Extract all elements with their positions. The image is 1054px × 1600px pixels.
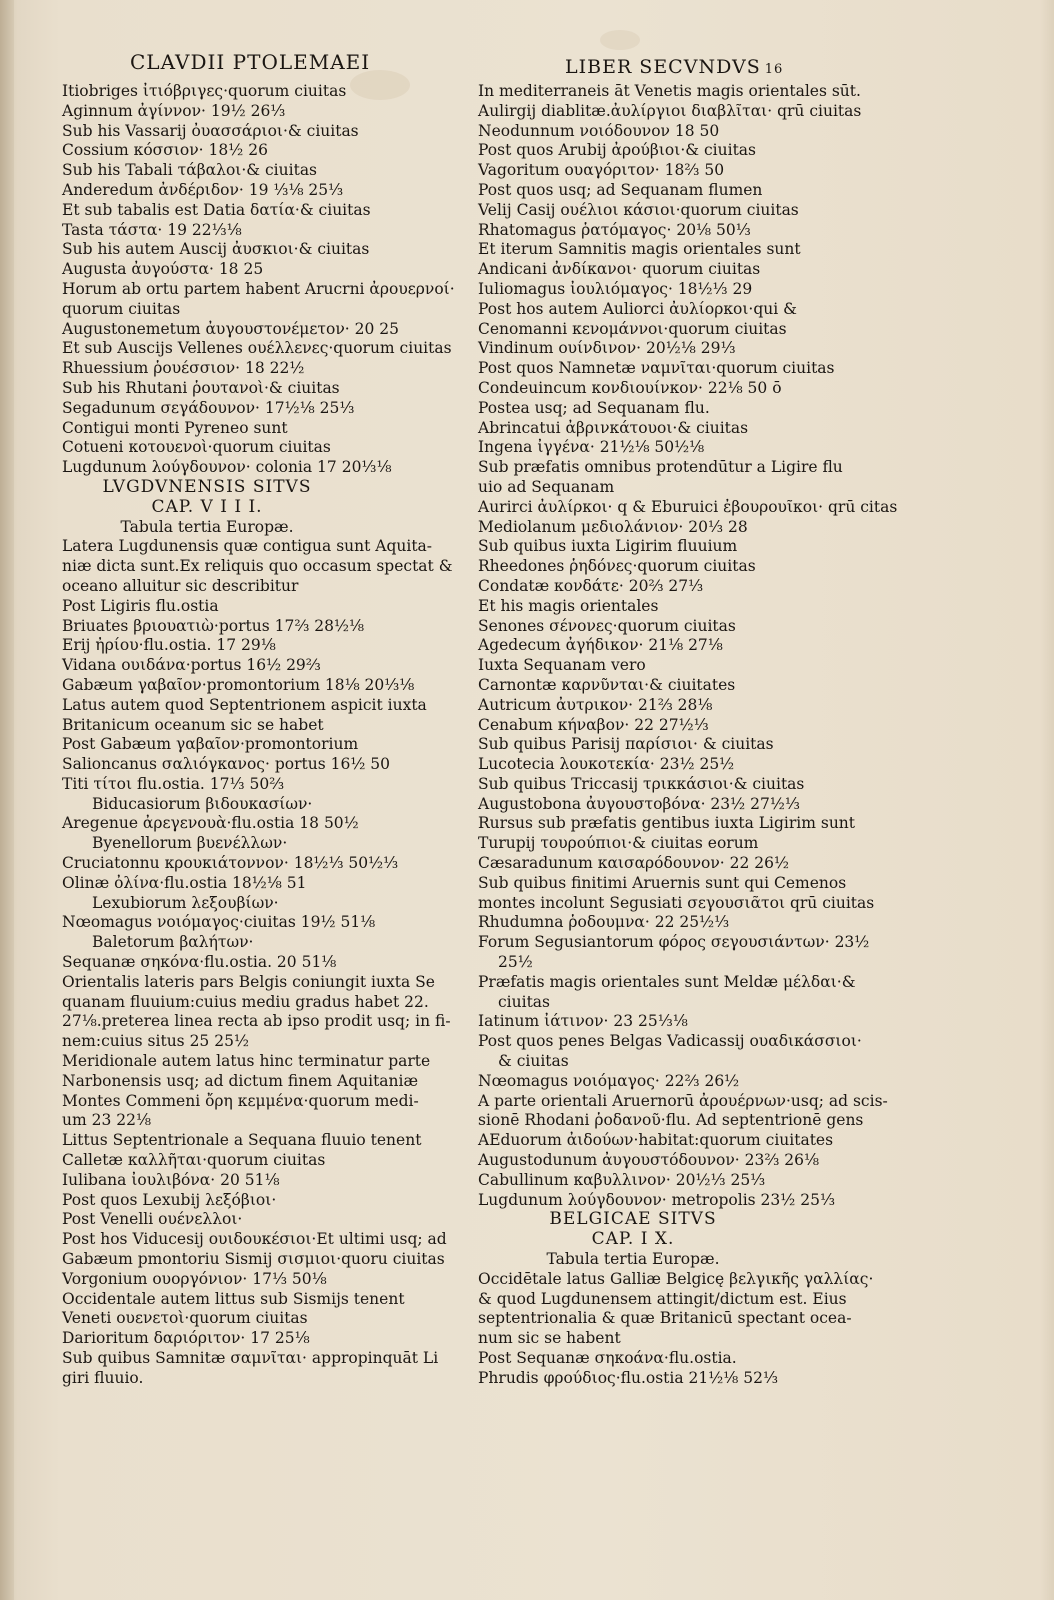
text-line: Cabullinum καβυλλινον· 20½⅓ 25⅓	[478, 1170, 766, 1189]
people-heading: Biducasiorum βιδουκασίων·	[92, 794, 313, 813]
text-line: Forum Segusiantorum φόρος σεγουσιάντων· 23½	[478, 933, 870, 952]
text-line: uio ad Sequanam	[478, 477, 615, 496]
text-line: Sub his autem Auscij ἀυσκιοι·& ciuitas	[62, 240, 370, 259]
text-line: Horum ab ortu partem habent Arucrni ἀρουερνοί·	[62, 279, 455, 298]
text-line: Gabæum γαβαῖον·promontorium 18⅛ 20⅓⅛	[62, 675, 415, 694]
text-line: Littus Septentrionale a Sequana fluuio tenent	[62, 1131, 422, 1150]
text-line: Sub quibus finitimi Aruernis sunt qui Cemenos	[478, 873, 847, 892]
text-line: montes incolunt Segusiati σεγουσιᾶτοι qrū ciuitas	[478, 893, 875, 912]
text-line: Vorgonium ουοργόνιον· 17⅓ 50⅛	[62, 1269, 327, 1288]
text-line: Anderedum ἀνδέριδον· 19 ⅓⅛ 25⅓	[62, 180, 344, 199]
text-line: Post Venelli ουένελλοι·	[62, 1210, 243, 1229]
text-line: ciuitas	[498, 992, 551, 1011]
text-line: sionē Rhodani ῥοδανοῦ·flu. Ad septentrionē gens	[478, 1111, 864, 1130]
text-line: Ingena ἰγγένα· 21½⅛ 50½⅛	[478, 438, 705, 457]
text-line: Nœomagus νοιόμαγος· 22⅔ 26½	[478, 1071, 740, 1090]
text-line: Sub his Vassarij ὀυασσάριοι·& ciuitas	[62, 121, 359, 140]
text-line: Rheedones ῥηδόνες·quorum ciuitas	[478, 557, 756, 576]
text-line: num sic se habent	[478, 1329, 621, 1348]
tabula-caption: Tabula tertia Europæ.	[120, 517, 294, 536]
text-line: Andicani ἀνδίκανοι· quorum ciuitas	[478, 260, 761, 279]
text-line: Post Gabæum γαβαῖον·promontorium	[62, 735, 359, 754]
left-entries-2	[62, 537, 453, 1388]
text-line: Phrudis φρούδιος·flu.ostia 21½⅛ 52⅓	[478, 1368, 778, 1387]
text-line: & ciuitas	[498, 1052, 569, 1071]
text-line: Iatinum ἰάτινον· 23 25⅓⅛	[478, 1012, 688, 1031]
text-line: quanam fluuium:cuius mediu gradus habet 22.	[62, 992, 429, 1011]
text-line: niæ dicta sunt.Ex reliquis quo occasum spectat &	[62, 557, 453, 576]
text-line: Cruciatonnu κρουκιάτοννον· 18½⅓ 50½⅓	[62, 854, 399, 873]
text-line: Et his magis orientales	[478, 596, 659, 615]
text-line: Condatæ κονδάτε· 20⅔ 27⅓	[478, 576, 704, 595]
text-line: Senones σένονες·quorum ciuitas	[478, 616, 736, 635]
page-gutter	[0, 0, 14, 1600]
text-line: Latera Lugdunensis quæ contigua sunt Aquita-	[62, 537, 433, 556]
text-line: Post Sequanæ σηκοάνα·flu.ostia.	[478, 1349, 737, 1367]
tabula-caption: Tabula tertia Europæ.	[546, 1250, 720, 1269]
text-line: Velij Casij ουέλιοι κάσιοι·quorum ciuitas	[478, 200, 799, 219]
text-line: Narbonensis usq; ad dictum finem Aquitaniæ	[62, 1071, 419, 1090]
text-line: Abrincatui ἀβρινκάτουοι·& ciuitas	[478, 418, 749, 437]
text-line: Rhuessium ῥουέσσιον· 18 22½	[62, 359, 305, 378]
people-heading: Baletorum βαλήτων·	[92, 933, 254, 952]
text-line: Briuates βριουατιὼ·portus 17⅔ 28½⅛	[62, 616, 365, 635]
text-line: Darioritum δαριόριτον· 17 25⅛	[62, 1329, 310, 1348]
text-line: oceano alluitur sic describitur	[62, 576, 299, 595]
people-heading: Byenellorum βυενέλλων·	[92, 834, 288, 853]
text-line: Mediolanum μεδιολάνιον· 20⅓ 28	[478, 517, 748, 536]
running-head-right	[565, 56, 783, 78]
text-line: Neodunnum νοιόδουνον 18 50	[478, 121, 720, 140]
text-line: Occidētale latus Galliæ Belgicę βελγικῆς γαλλίας·	[478, 1269, 874, 1288]
text-line: Gabæum pmontoriu Sismij σισμιοι·quoru ciuitas	[62, 1250, 445, 1269]
text-line: Sub quibus Parisij παρίσιοι· & ciuitas	[478, 735, 774, 754]
text-line: Post quos penes Belgas Vadicassij ουαδικάσσιοι·	[478, 1032, 862, 1051]
text-line: Augustonemetum ἀυγουστονέμετον· 20 25	[62, 319, 399, 338]
section-title: BELGICAE SITVS	[549, 1209, 717, 1230]
right-entries-1	[478, 82, 898, 1210]
text-line: quorum ciuitas	[62, 299, 181, 318]
text-line: Erij ἠρίου·flu.ostia. 17 29⅛	[62, 636, 276, 655]
text-line: Iuliomagus ἰουλιόμαγος· 18½⅓ 29	[478, 279, 753, 298]
text-line: Præfatis magis orientales sunt Meldæ μέλδαι·&	[478, 972, 856, 991]
text-line: Lucotecia λουκοτεκία· 23½ 25½	[478, 755, 735, 774]
text-line: Segadunum σεγάδουνον· 17½⅛ 25⅓	[62, 398, 355, 417]
text-line: Augustobona ἀυγουστοβόνα· 23½ 27½⅓	[478, 794, 800, 813]
text-line: Et sub tabalis est Datia δατία·& ciuitas	[62, 200, 371, 219]
text-line: 27⅛.preterea linea recta ab ipso prodit usq; in fi-	[62, 1012, 451, 1031]
text-line: Cotueni κοτουενοὶ·quorum ciuitas	[62, 438, 331, 457]
text-line: Contigui monti Pyreneo sunt	[62, 418, 288, 437]
text-line: Turupij τουρούπιοι·& ciuitas eorum	[478, 834, 759, 853]
running-head-right-text: LIBER SECVNDVS	[565, 56, 761, 78]
text-line: Sub quibus iuxta Ligirim fluuium	[478, 537, 738, 556]
text-line: Nœomagus νοιόμαγος·ciuitas 19½ 51⅛	[62, 913, 376, 932]
paper-stain	[600, 30, 640, 50]
right-entries-2	[478, 1269, 874, 1389]
text-line: 25½	[498, 953, 533, 972]
text-line: Carnontæ καρνῦνται·& ciuitates	[478, 675, 736, 694]
text-line: Vagoritum ουαγόριτον· 18⅔ 50	[478, 161, 725, 180]
text-line: Calletæ καλλῆται·quorum ciuitas	[62, 1151, 326, 1170]
text-line: Post quos Lexubij λεξόβιοι·	[62, 1190, 277, 1209]
people-heading: Lexubiorum λεξουβίων·	[92, 893, 279, 912]
text-line: Occidentale autem littus sub Sismijs tenent	[62, 1289, 405, 1308]
text-line: Et iterum Samnitis magis orientales sunt	[478, 240, 801, 259]
text-line: Postea usq; ad Sequanam flu.	[478, 398, 710, 417]
text-line: Tasta τάστα· 19 22⅓⅛	[62, 220, 242, 239]
text-line: um 23 22⅛	[62, 1111, 152, 1130]
text-line: Iulibana ἰουλιβόνα· 20 51⅛	[62, 1170, 280, 1189]
left-entries-1	[62, 82, 455, 478]
text-line: Lugdunum λούγδουνον· metropolis 23½ 25⅓	[478, 1190, 835, 1209]
left-text-column	[62, 82, 455, 1389]
text-line: Sub quibus Samnitæ σαμνῖται· appropinquāt Li	[62, 1349, 439, 1367]
text-line: Olinæ ὀλίνα·flu.ostia 18½⅛ 51	[62, 873, 307, 892]
text-line: Aregenue ἀρεγενουὰ·flu.ostia 18 50½	[62, 814, 359, 833]
text-line: Et sub Auscijs Vellenes ουέλλενες·quorum ciuitas	[62, 339, 452, 358]
text-line: Vindinum ουίνδινον· 20½⅛ 29⅓	[478, 339, 736, 358]
text-line: Post quos Namnetæ ναμνῖται·quorum ciuitas	[478, 359, 835, 378]
text-line: Post quos Arubij ἀρούβιοι·& ciuitas	[478, 141, 756, 160]
folio-number: 16	[764, 62, 784, 77]
text-line: Lugdunum λούγδουνον· colonia 17 20⅓⅛	[62, 458, 392, 477]
text-line: nem:cuius situs 25 25½	[62, 1032, 249, 1051]
text-line: Latus autem quod Septentrionem aspicit iuxta	[62, 695, 427, 714]
text-line: Post hos Viducesij ουιδουκέσιοι·Et ultimi usq; ad	[62, 1230, 447, 1249]
right-text-column	[478, 82, 898, 1389]
text-line: Cossium κόσσιον· 18½ 26	[62, 141, 268, 160]
text-line: Montes Commeni ὄρη κεμμένα·quorum medi-	[62, 1091, 419, 1110]
text-line: Britanicum oceanum sic se habet	[62, 715, 324, 734]
text-line: Sub præfatis omnibus protendūtur a Ligire flu	[478, 458, 843, 477]
running-head-left: CLAVDII PTOLEMAEI	[130, 50, 371, 74]
text-line: AEduorum ἀιδούων·habitat:quorum ciuitates	[478, 1131, 834, 1150]
text-line: Aurirci ἀυλίρκοι· q & Eburuici ἐβουρουῖκοι· qrū citas	[478, 497, 898, 516]
text-line: Titi τίτοι flu.ostia. 17⅓ 50⅔	[62, 774, 285, 793]
text-line: Meridionale autem latus hinc terminatur parte	[62, 1052, 431, 1071]
text-line: Aulirgij diablitæ.ἀυλίργιοι διαβλῖται· qrū ciuitas	[478, 101, 862, 120]
text-line: Rhatomagus ῥατόμαγος· 20⅛ 50⅓	[478, 220, 751, 239]
text-line: Cæsaradunum καισαρόδουνον· 22 26½	[478, 854, 790, 873]
section-title: LVGDVNENSIS SITVS	[102, 476, 312, 497]
text-line: Augusta ἀυγούστα· 18 25	[62, 260, 264, 279]
text-line: Post quos usq; ad Sequanam flumen	[478, 180, 763, 199]
text-line: Sequanæ σηκόνα·flu.ostia. 20 51⅛	[62, 953, 337, 972]
text-line: septentrionalia & quæ Britanicū spectant ocea-	[478, 1309, 852, 1328]
text-line: Aginnum ἀγίννον· 19½ 26⅓	[62, 101, 286, 120]
text-line: giri fluuio.	[62, 1368, 144, 1387]
text-line: Vidana ουιδάνα·portus 16½ 29⅔	[62, 656, 321, 675]
text-line: Sub his Tabali τάβαλοι·& ciuitas	[62, 161, 318, 180]
text-line: Rhudumna ῥοδουμνα· 22 25½⅓	[478, 913, 730, 932]
text-line: A parte orientali Aruernorū ἀρουέρνων·usq; ad scis-	[478, 1091, 888, 1110]
text-line: Post Ligiris flu.ostia	[62, 596, 219, 615]
text-line: Autricum ἀυτρικον· 21⅔ 28⅛	[478, 695, 713, 714]
text-line: Itiobriges ἰτιόβριγες·quorum ciuitas	[62, 82, 347, 100]
chapter-number: CAP. V I I I.	[151, 496, 263, 517]
text-line: Sub his Rhutani ῥουτανοὶ·& ciuitas	[62, 378, 340, 397]
chapter-number: CAP. I X.	[591, 1229, 675, 1250]
text-line: Augustodunum ἀυγουστόδουνον· 23⅔ 26⅛	[478, 1151, 820, 1170]
text-line: Sub quibus Triccasij τρικκάσιοι·& ciuitas	[478, 774, 805, 793]
text-line: Cenomanni κενομάννοι·quorum ciuitas	[478, 319, 787, 338]
text-line: Orientalis lateris pars Belgis coniungit iuxta Se	[62, 972, 435, 991]
text-line: Salioncanus σαλιόγκανος· portus 16½ 50	[62, 755, 390, 774]
text-line: Post hos autem Auliorci ἀυλίορκοι·qui &	[478, 299, 797, 318]
text-line: In mediterraneis āt Venetis magis orientales sūt.	[478, 82, 861, 100]
text-line: & quod Lugdunensem attingit/dictum est. Eius	[478, 1289, 847, 1308]
text-line: Agedecum ἀγήδικον· 21⅛ 27⅛	[478, 636, 723, 655]
text-line: Cenabum κήναβον· 22 27½⅓	[478, 715, 709, 734]
text-line: Veneti ουενετοὶ·quorum ciuitas	[62, 1309, 308, 1328]
text-line: Iuxta Sequanam vero	[478, 656, 646, 675]
text-line: Condeuincum κονδιουίνκον· 22⅛ 50 ō	[478, 378, 782, 397]
text-line: Rursus sub præfatis gentibus iuxta Ligirim sunt	[478, 814, 856, 833]
